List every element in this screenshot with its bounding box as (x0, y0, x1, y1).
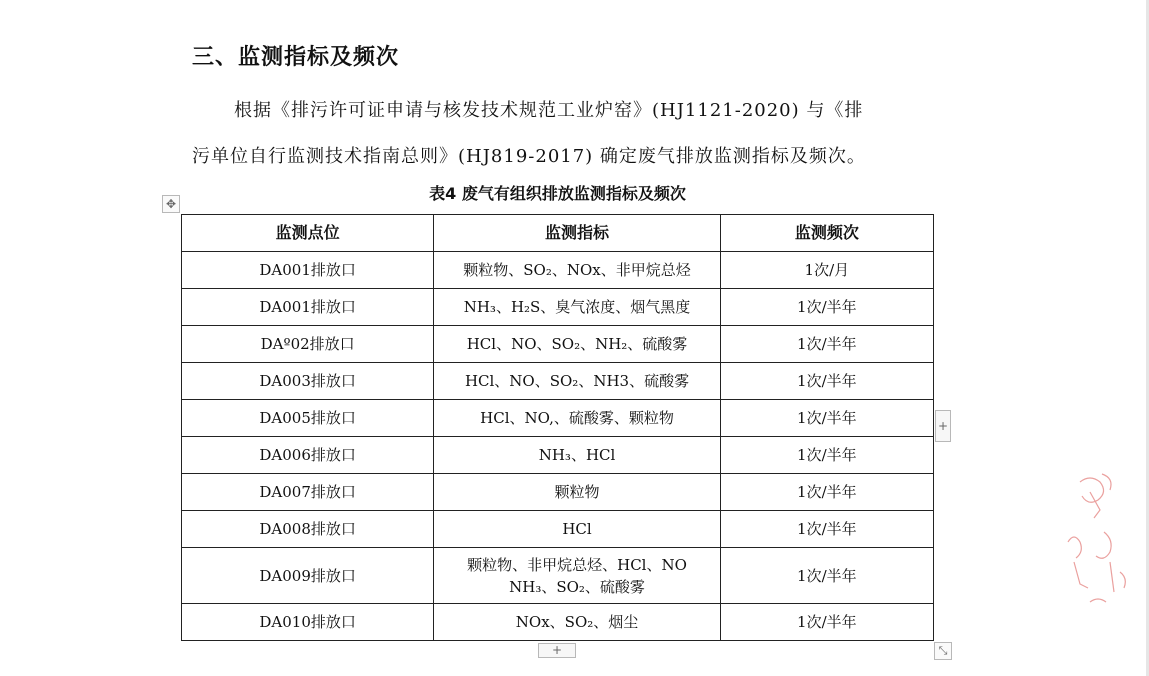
table-row (182, 252, 934, 289)
table-caption: 表4 废气有组织排放监测指标及频次 (429, 184, 686, 203)
cell-point: DA009排放口 (182, 548, 434, 604)
header-monitoring-indicator: 监测指标 (434, 215, 720, 252)
header-monitoring-frequency: 监测频次 (720, 215, 933, 252)
cell-frequency: 1次/半年 (720, 604, 933, 641)
cell-indicator: NOx、SO₂、烟尘 (434, 604, 720, 641)
cell-point: DA006排放口 (182, 437, 434, 474)
table-row (182, 437, 934, 474)
header-monitoring-point: 监测点位 (182, 215, 434, 252)
cell-point: DA010排放口 (182, 604, 434, 641)
cell-frequency: 1次/半年 (720, 511, 933, 548)
cell-indicator: HCl (434, 511, 720, 548)
cell-indicator: 颗粒物 (434, 474, 720, 511)
cell-point: DA007排放口 (182, 474, 434, 511)
table-header-row (182, 215, 934, 252)
cell-indicator: 颗粒物、SO₂、NOx、非甲烷总烃 (434, 252, 720, 289)
table-row (182, 604, 934, 641)
cell-indicator-line-1: 颗粒物、非甲烷总烃、HCl、NO (467, 555, 687, 574)
cell-frequency: 1次/半年 (720, 326, 933, 363)
table-row (182, 511, 934, 548)
cell-indicator: NH₃、H₂S、臭气浓度、烟气黑度 (434, 289, 720, 326)
cell-point: DA003排放口 (182, 363, 434, 400)
cell-frequency: 1次/半年 (720, 474, 933, 511)
table-row (182, 400, 934, 437)
table-move-handle[interactable] (162, 195, 180, 213)
cell-indicator (434, 548, 720, 604)
cell-indicator: HCl、NO、SO₂、NH3、硫酸雾 (434, 363, 720, 400)
cell-indicator: HCl、NO,、硫酸雾、颗粒物 (434, 400, 720, 437)
cell-indicator: HCl、NO、SO₂、NH₂、硫酸雾 (434, 326, 720, 363)
resize-diagonal-icon: ⤡ (938, 644, 948, 657)
cell-frequency: 1次/半年 (720, 437, 933, 474)
table-row (182, 326, 934, 363)
cell-point: DAº02排放口 (182, 326, 434, 363)
cell-point: DA001排放口 (182, 289, 434, 326)
monitoring-table (181, 214, 934, 641)
paragraph-line-2: 污单位自行监测技术指南总则》(HJ819-2017) 确定废气排放监测指标及频次。 (192, 146, 866, 167)
cell-frequency: 1次/半年 (720, 548, 933, 604)
cell-frequency: 1次/半年 (720, 289, 933, 326)
table-row (182, 289, 934, 326)
move-icon: ✥ (165, 197, 177, 211)
table-row (182, 363, 934, 400)
plus-icon: + (551, 643, 563, 657)
cell-point: DA008排放口 (182, 511, 434, 548)
red-seal-stamp (1060, 462, 1140, 612)
cell-point: DA001排放口 (182, 252, 434, 289)
table-resize-handle[interactable] (934, 642, 952, 660)
add-row-button[interactable] (538, 643, 576, 658)
add-column-button[interactable] (935, 410, 951, 442)
table-row (182, 474, 934, 511)
cell-point: DA005排放口 (182, 400, 434, 437)
section-heading: 三、监测指标及频次 (192, 45, 400, 70)
plus-icon: + (937, 419, 949, 433)
cell-indicator-line-2: NH₃、SO₂、硫酸雾 (509, 577, 645, 596)
cell-indicator: NH₃、HCl (434, 437, 720, 474)
table-row (182, 548, 934, 604)
paragraph-line-1: 根据《排污许可证申请与核发技术规范工业炉窑》(HJ1121-2020) 与《排 (234, 100, 864, 121)
cell-frequency: 1次/半年 (720, 363, 933, 400)
cell-frequency: 1次/半年 (720, 400, 933, 437)
cell-frequency: 1次/月 (720, 252, 933, 289)
